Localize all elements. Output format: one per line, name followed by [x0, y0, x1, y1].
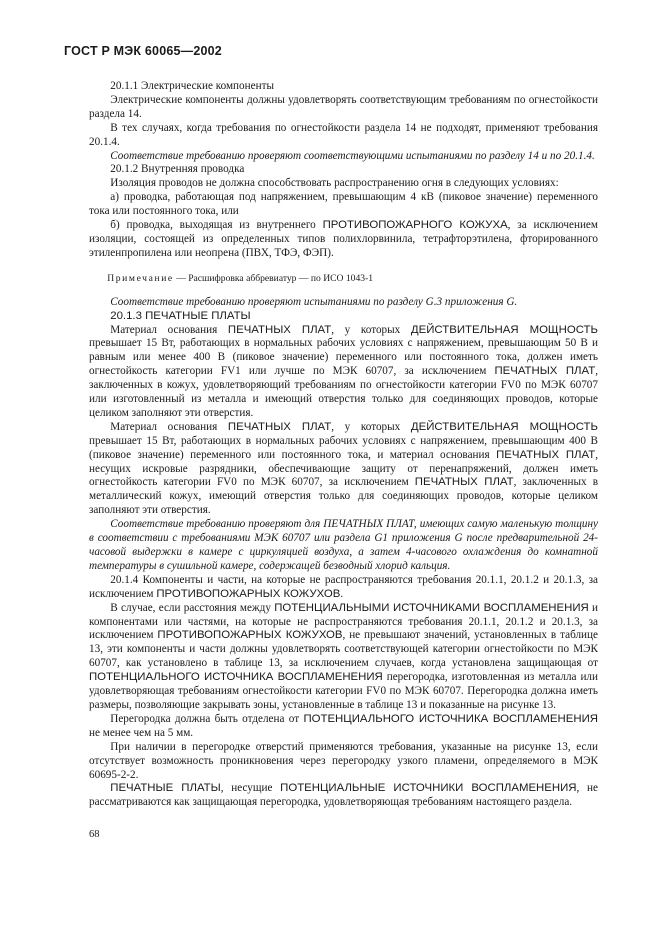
defined-term: ПЕЧАТНЫХ ПЛАТ — [496, 448, 596, 461]
defined-term: ПОТЕНЦИАЛЬНЫЕ ИСТОЧНИКИ ВОСПЛАМЕНЕНИЯ — [280, 782, 577, 795]
paragraph: ПЕЧАТНЫЕ ПЛАТЫ, несущие ПОТЕНЦИАЛЬНЫЕ ИСТОЧНИКИ ВОСПЛАМЕНЕНИЯ, не рассматриваются как защищающая перегородка, удовлетворяющая требованиям настоящего раздела. — [89, 782, 598, 809]
defined-term: ДЕЙСТВИТЕЛЬНАЯ МОЩНОСТЬ — [410, 420, 598, 433]
defined-term: ПЕЧАТНЫЕ ПЛАТЫ — [110, 782, 221, 795]
paragraph: Перегородка должна быть отделена от ПОТЕНЦИАЛЬНОГО ИСТОЧНИКА ВОСПЛАМЕНЕНИЯ не менее чем на 5 мм. — [89, 712, 598, 739]
defined-term: ПЕЧАТНЫХ ПЛАТ — [494, 365, 596, 378]
defined-term: ПЕЧАТНЫХ ПЛАТ — [414, 476, 514, 489]
defined-term: ПОТЕНЦИАЛЬНОГО ИСТОЧНИКА ВОСПЛАМЕНЕНИЯ — [89, 671, 383, 684]
paragraph: Материал основания ПЕЧАТНЫХ ПЛАТ, у которых ДЕЙСТВИТЕЛЬНАЯ МОЩНОСТЬ превышает 15 Вт, работающих в нормальных рабочих условиях с напряжением, превышающим 50 В и равным или менее 400 В (пиковое значение) переменного или постоянного тока, должен иметь огнестойкость категории FV1 или лучше по МЭК 60707, за исключением ПЕЧАТНЫХ ПЛАТ, заключенных в кожух, удовлетворяющий требованиям по огнестойкости категории FV0 по МЭК 60707 или изготовленный из металла и имеющий отверстия только для соединяющих проводов, которые целиком заполняют эти отверстия. — [89, 323, 598, 419]
defined-term: ПРОТИВОПОЖАРНОГО КОЖУХА — [322, 219, 508, 232]
compliance-paragraph: Соответствие требованию проверяют соответствующими испытаниями по разделу 14 и по 20.1.4. — [110, 149, 595, 162]
defined-term: ПОТЕНЦИАЛЬНОГО ИСТОЧНИКА ВОСПЛАМЕНЕНИЯ — [303, 712, 598, 725]
list-item-a: а) проводка, работающая под напряжением, превышающим 4 кВ (пиковое значение) переменного тока или постоянного тока, или — [89, 191, 598, 218]
defined-term: ПОТЕНЦИАЛЬНЫМИ ИСТОЧНИКАМИ ВОСПЛАМЕНЕНИЯ — [274, 601, 589, 614]
paragraph: Электрические компоненты должны удовлетворять соответствующим требованиям по огнестойкости раздела 14. — [89, 93, 598, 120]
section-heading-20-1-4: 20.1.4 Компоненты и части, на которые не распространяются требования 20.1.1, 20.1.2 и 20.1.3, за исключением ПРОТИВОПОЖАРНЫХ КОЖУХОВ. — [89, 573, 598, 600]
section-heading-20-1-3: 20.1.3 ПЕЧАТНЫЕ ПЛАТЫ — [110, 309, 251, 322]
paragraph: При наличии в перегородке отверстий применяются требования, указанные на рисунке 13, если отсутствует возможность проникновения через перегородку узкого пламени, определяемого в МЭК 60695-2-2. — [89, 740, 598, 781]
page-number: 68 — [89, 829, 100, 840]
note-label: Примечание — [107, 272, 174, 284]
paragraph: Материал основания ПЕЧАТНЫХ ПЛАТ, у которых ДЕЙСТВИТЕЛЬНАЯ МОЩНОСТЬ превышает 15 Вт, работающих в нормальных рабочих условиях с напряжением, превышающим 400 В (пиковое значение) переменного или постоянного тока, и материал основания ПЕЧАТНЫХ ПЛАТ, несущих искровые разрядники, обеспечивающие защиту от перенапряжений, должен иметь огнестойкость категории FV0 по МЭК 60707, за исключением ПЕЧАТНЫХ ПЛАТ, заключенных в металлический кожух, имеющий отверстия только для соединяющих проводов, которые целиком заполняют эти отверстия. — [89, 420, 598, 517]
list-item-b: б) проводка, выходящая из внутреннего ПРОТИВОПОЖАРНОГО КОЖУХА, за исключением изоляции, состоящей из определенных типов полихлорвинила, тетрафторэтилена, фторированного этиленпропилена или неопрена (ПВХ, ТФЭ, ФЭП). — [89, 219, 598, 259]
defined-term: ДЕЙСТВИТЕЛЬНАЯ МОЩНОСТЬ — [410, 323, 598, 336]
defined-term: ПЕЧАТНЫХ ПЛАТ — [227, 420, 332, 433]
defined-term: ПРОТИВОПОЖАРНЫХ КОЖУХОВ — [157, 629, 343, 642]
paragraph: В тех случаях, когда требования по огнестойкости раздела 14 не подходят, применяют требования 20.1.4. — [89, 121, 598, 148]
defined-term: ПРОТИВОПОЖАРНЫХ КОЖУХОВ — [156, 587, 341, 600]
paragraph: Изоляция проводов не должна способствовать распространению огня в следующих условиях: — [110, 177, 559, 190]
compliance-paragraph: Соответствие требованию проверяют для ПЕЧАТНЫХ ПЛАТ, имеющих самую маленькую толщину в соответствии с требованиями МЭК 60707 или раздела G1 приложения G после предварительной 24-часовой выдержки в камере с циркуляцией воздуха, а затем 4-часового охлаждения до комнатной температуры в сушильной камере, содержащей безводный хлорид кальция. — [89, 518, 598, 572]
section-heading-20-1-2: 20.1.2 Внутренняя проводка — [110, 163, 245, 176]
note: Примечание — Расшифровка аббревиатур — по ИСО 1043-1 — [107, 272, 374, 284]
document-body — [89, 80, 598, 810]
document-header: ГОСТ Р МЭК 60065—2002 — [64, 44, 222, 58]
section-heading-20-1-1: 20.1.1 Электрические компоненты — [110, 80, 274, 92]
compliance-paragraph: Соответствие требованию проверяют испытаниями по разделу G.3 приложения G. — [110, 295, 518, 308]
defined-term: ПЕЧАТНЫХ ПЛАТ — [227, 323, 332, 336]
paragraph: В случае, если расстояния между ПОТЕНЦИАЛЬНЫМИ ИСТОЧНИКАМИ ВОСПЛАМЕНЕНИЯ и компонентами или частями, на которые не распространяются требования 20.1.1, 20.1.2 и 20.1.3, за исключением ПРОТИВОПОЖАРНЫХ КОЖУХОВ, не превышают значений, установленных в таблице 13, эти компоненты и части должны удовлетворять соответствующей категории огнестойкости по МЭК 60707, как установлено в таблице 13, за исключением случаев, когда установлена защищающая от ПОТЕНЦИАЛЬНОГО ИСТОЧНИКА ВОСПЛАМЕНЕНИЯ перегородка, изготовленная из металла или удовлетворяющая требованиям огнестойкости категории FV0 по МЭК 60707. Перегородка должна иметь размеры, позволяющие закрывать зоны, установленные в таблице 13 и показанные на рисунке 13. — [89, 601, 598, 711]
